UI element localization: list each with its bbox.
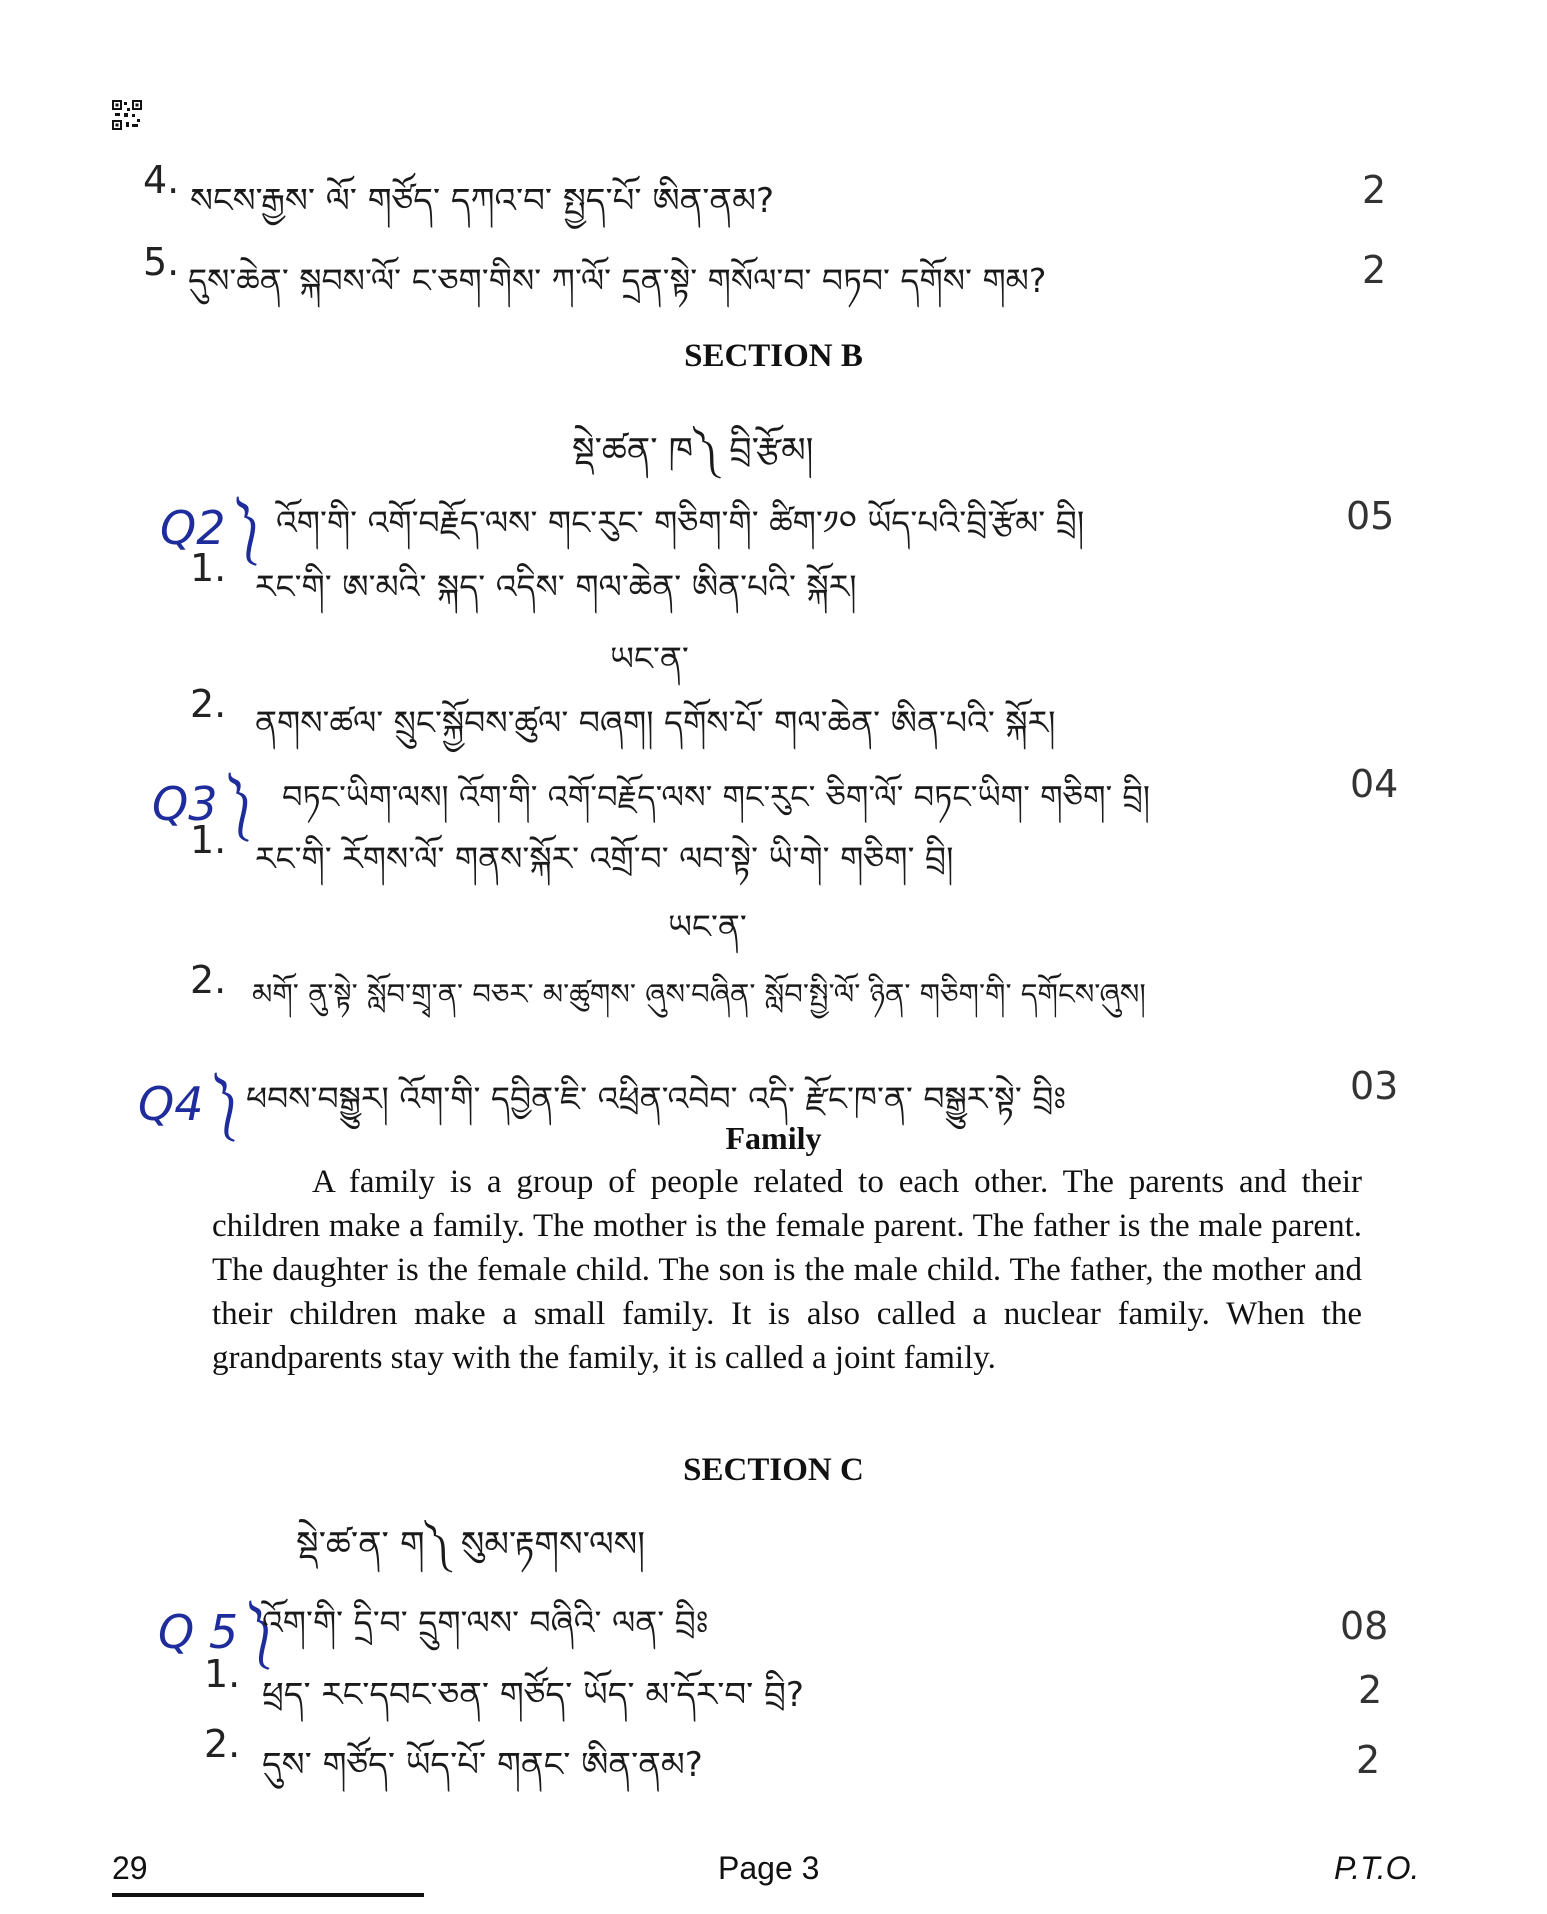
or-separator: ཡང་ན་: [668, 907, 747, 946]
question-5-number: 5.: [143, 240, 180, 284]
footer-page-number: Page 3: [718, 1850, 820, 1886]
item-marks: 2: [1356, 1738, 1381, 1782]
question-5-instruction: འོག་གི་ དྲི་བ་ དྲུག་ལས་ བཞིའི་ ལན་ བྲིཿ: [262, 1603, 709, 1642]
question-4-marks: 03: [1350, 1064, 1399, 1108]
option-number: 2.: [190, 958, 227, 1002]
item-number: 2.: [204, 1722, 241, 1766]
item-number: 1.: [204, 1652, 241, 1696]
question-4-text: སངས་རྒྱས་ ལོ་ གཙོད་ དཀའ་བ་ སྤྱད་པོ་ ཨིན་ནམ?: [190, 181, 775, 221]
question-2-text: འོག་གི་ འགོ་བརྗོད་ལས་ གང་རུང་ གཅིག་གི་ ཚིག་༡༠ ཡོད་པའི་བྲི་རྩོམ་ བྲི།: [276, 503, 1085, 542]
question-2-label: Q2༽: [160, 501, 259, 555]
section-c-subheading: སྡེ་ཚ་ན་ ག༽ སུམ་རྟགས་ལས།: [296, 1525, 646, 1565]
option-number: 1.: [190, 546, 227, 590]
option-text: རང་གི་ རོགས་ལོ་ གནས་སྐོར་ འགྲོ་བ་ ལབ་སྟེ་ ཡི་གེ་ གཅིག་ བྲི།: [255, 839, 954, 878]
option-number: 1.: [190, 818, 227, 862]
qr-code-icon: [112, 100, 142, 130]
question-5-text: དུས་ཆེན་ སྐབས་ལོ་ ང་ཅག་གིས་ ཀ་ལོ་ དྲན་སྟེ་ གསོལ་བ་ བཏབ་ དགོས་ གམ?: [188, 261, 1047, 300]
section-b-heading: SECTION B: [684, 338, 863, 374]
footer-pto: P.T.O.: [1334, 1850, 1420, 1886]
footer-rule: [112, 1893, 424, 1897]
question-3-text: བཏང་ཡིག་ལས། འོག་གི་ འགོ་བརྗོད་ལས་ གང་རུང་ ཅིག་ལོ་ བཏང་ཡིག་ གཅིག་ བྲི།: [282, 778, 1151, 816]
passage-title: Family: [725, 1120, 822, 1156]
option-text: ནགས་ཚལ་ སྲུང་སྐྱོབས་ཚུལ་ བཞག། དགོས་པོ་ གལ་ཆེན་ ཨིན་པའི་ སྐོར།: [255, 703, 1056, 742]
passage-text: A family is a group of people related to each other. The parents and their children make a family. The mother is the female parent. The father is the male parent. The daughter is the female child. The son is the male child. The father, the mother and their children make a small family. It is also called a nuclear family. When the grandparents stay with the family, it is called a joint family.: [212, 1164, 1362, 1376]
question-4-number: 4.: [143, 158, 180, 202]
question-4-instruction: ཕབས་བསྒྱུར། འོག་གི་ དབྱིན་ཇི་ འཕྲིན་འབེབ་ འདི་ རྫོང་ཁ་ན་ བསྒྱུར་སྟེ་ བྲིཿ: [246, 1079, 1066, 1118]
option-text: རང་གི་ ཨ་མའི་ སྐད་ འདིས་ གལ་ཆེན་ ཨིན་པའི་ སྐོར།: [255, 567, 857, 606]
option-number: 2.: [190, 682, 227, 726]
item-text: ཕྲད་ རང་དབང་ཅན་ གཙོད་ ཡོད་ མ་དོར་བ་ བྲི?: [262, 1675, 804, 1715]
section-c-heading: SECTION C: [683, 1452, 864, 1488]
item-text: དུས་ གཙོད་ ཡོད་པོ་ གནང་ ཨིན་ནམ?: [262, 1745, 703, 1785]
footer-code: 29: [112, 1850, 148, 1886]
question-3-label: Q3༽: [152, 777, 251, 831]
question-5-marks: 08: [1340, 1604, 1389, 1648]
section-b-subheading: སྡེ་ཚན་ ཁ༽ བྲི་རྩོམ།: [572, 431, 814, 471]
question-4-label: Q4༽: [138, 1077, 237, 1131]
or-separator: ཡང་ན་: [610, 639, 689, 678]
question-5-label: Q 5༽: [158, 1605, 271, 1659]
question-3-marks: 04: [1350, 762, 1399, 806]
question-4-marks: 2: [1362, 168, 1387, 212]
option-text: མགོ་ ནུ་སྟེ་ སློབ་གྲྭ་ན་ བཅར་ མ་ཚུགས་ ཞུས་བཞིན་ སློབ་སྤྱི་ལོ་ ཉིན་ གཅིག་གི་ དགོངས་ཞུས།: [252, 977, 1146, 1011]
item-marks: 2: [1358, 1668, 1383, 1712]
question-2-marks: 05: [1346, 494, 1395, 538]
question-5-marks: 2: [1362, 248, 1387, 292]
